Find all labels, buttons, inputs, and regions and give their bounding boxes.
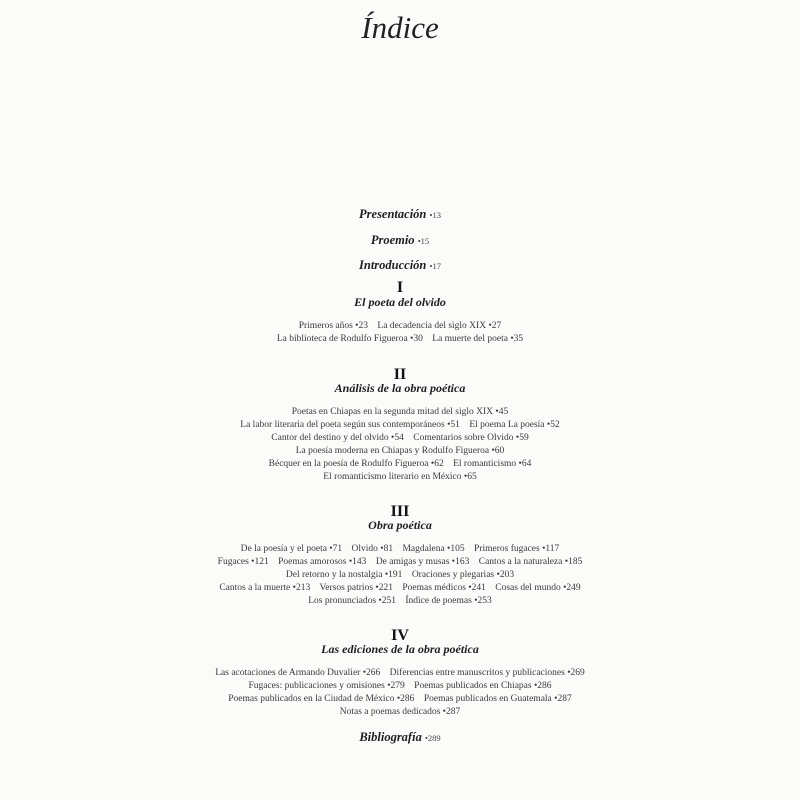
section-title-iv: Las ediciones de la obra poética [321,642,479,656]
toc-item[interactable]: Las acotaciones de Armando Duvalier •266 [215,668,381,678]
toc-item[interactable]: Cantos a la naturaleza •185 [478,557,583,568]
toc-item[interactable]: Oraciones y plegarias •203 [411,570,515,581]
toc-item[interactable]: Cosas del mundo •249 [495,583,581,594]
section-items-iii [0,543,800,608]
toc-item[interactable]: Poemas médicos •241 [402,583,486,594]
toc-item[interactable]: Magdalena •105 [402,544,465,554]
toc-item[interactable]: Poemas publicados en Guatemala •287 [423,694,572,705]
toc-entry-bibliografia[interactable] [0,730,800,745]
toc-item[interactable]: El poema La poesía •52 [469,420,560,431]
toc-entry-page: •289 [424,733,441,743]
toc-item[interactable]: La biblioteca de Rodulfo Figueroa •30 [276,334,423,345]
toc-line [0,471,800,484]
section-title-ii: Análisis de la obra poética [334,381,466,395]
toc-item[interactable]: Poetas en Chiapas en la segunda mitad del siglo XIX •45 [291,407,509,417]
toc-line [0,419,800,432]
toc-entry-page: •17 [429,261,441,271]
toc-line [0,556,800,569]
toc-item[interactable]: Poemas amorosos •143 [278,557,367,568]
toc-line [0,569,800,582]
toc-line [0,458,800,471]
toc-entry-introduccion[interactable] [0,258,800,273]
toc-entry-presentacion[interactable] [0,207,800,222]
toc-line [0,582,800,595]
toc-item[interactable]: Cantos a la muerte •213 [219,583,311,594]
toc-item[interactable]: Versos patrios •221 [319,583,393,594]
toc-item[interactable]: Poemas publicados en la Ciudad de México •286 [228,694,415,705]
toc-item[interactable]: Poemas publicados en Chiapas •286 [414,681,552,692]
toc-line [0,680,800,693]
toc-line [0,445,800,458]
toc-item[interactable]: De la poesía y el poeta •71 [240,544,343,554]
toc-item[interactable]: Los pronunciados •251 [308,596,396,607]
toc-line [0,693,800,706]
toc-item[interactable]: Primeros fugaces •117 [474,544,560,554]
toc-item[interactable]: Del retorno y la nostalgia •191 [285,570,403,581]
toc-item[interactable]: Primeros años •23 [298,321,369,331]
toc-entry-label: Introducción [359,258,427,272]
toc-item[interactable]: Diferencias entre manuscritos y publicaciones •269 [389,668,585,678]
toc-item[interactable]: Comentarios sobre Olvido •59 [413,433,529,444]
toc-item[interactable]: Bécquer en la poesía de Rodulfo Figueroa •62 [268,459,444,470]
toc-line [0,432,800,445]
toc-item[interactable]: El romanticismo •64 [453,459,532,470]
section-numeral-iii: III [390,503,410,520]
section-numeral-i: I [396,279,404,296]
toc-item[interactable]: La decadencia del siglo XIX •27 [377,321,502,331]
toc-item[interactable]: Notas a poemas dedicados •287 [339,707,461,718]
toc-item[interactable]: Fugaces: publicaciones y omisiones •279 [248,681,405,692]
toc-entry-page: •13 [429,210,441,220]
section-numeral-iv: IV [391,627,409,644]
toc-item[interactable]: La labor literaria del poeta según sus contemporáneos •51 [240,420,460,431]
toc-item[interactable]: Cantor del destino y del olvido •54 [271,433,404,444]
toc-entry-page: •15 [417,236,430,246]
toc-line [0,706,800,719]
toc-item[interactable]: Olvido •81 [351,544,394,554]
toc-item[interactable]: El romanticismo literario en México •65 [323,472,477,483]
toc-line [0,595,800,608]
section-items-i [0,320,800,346]
toc-line [0,667,800,680]
toc-item[interactable]: La muerte del poeta •35 [432,334,524,345]
section-title-iii: Obra poética [368,518,432,532]
toc-line [0,406,800,419]
page-title: Índice [361,10,439,45]
section-title-i: El poeta del olvido [354,295,446,309]
toc-item[interactable]: De amigas y musas •163 [375,557,470,568]
toc-entry-label: Proemio [370,233,415,247]
section-items-iv [0,667,800,719]
toc-line [0,543,800,556]
toc-entry-label: Presentación [359,207,427,221]
toc-line [0,333,800,346]
toc-entry-proemio[interactable] [0,233,800,248]
toc-line [0,320,800,333]
toc-item[interactable]: La poesía moderna en Chiapas y Rodulfo Figueroa •60 [295,446,505,457]
toc-item[interactable]: Fugaces •121 [217,557,269,568]
section-items-ii [0,406,800,485]
section-numeral-ii: II [393,366,407,383]
toc-entry-label: Bibliografía [359,730,422,744]
toc-item[interactable]: Índice de poemas •253 [405,596,492,607]
